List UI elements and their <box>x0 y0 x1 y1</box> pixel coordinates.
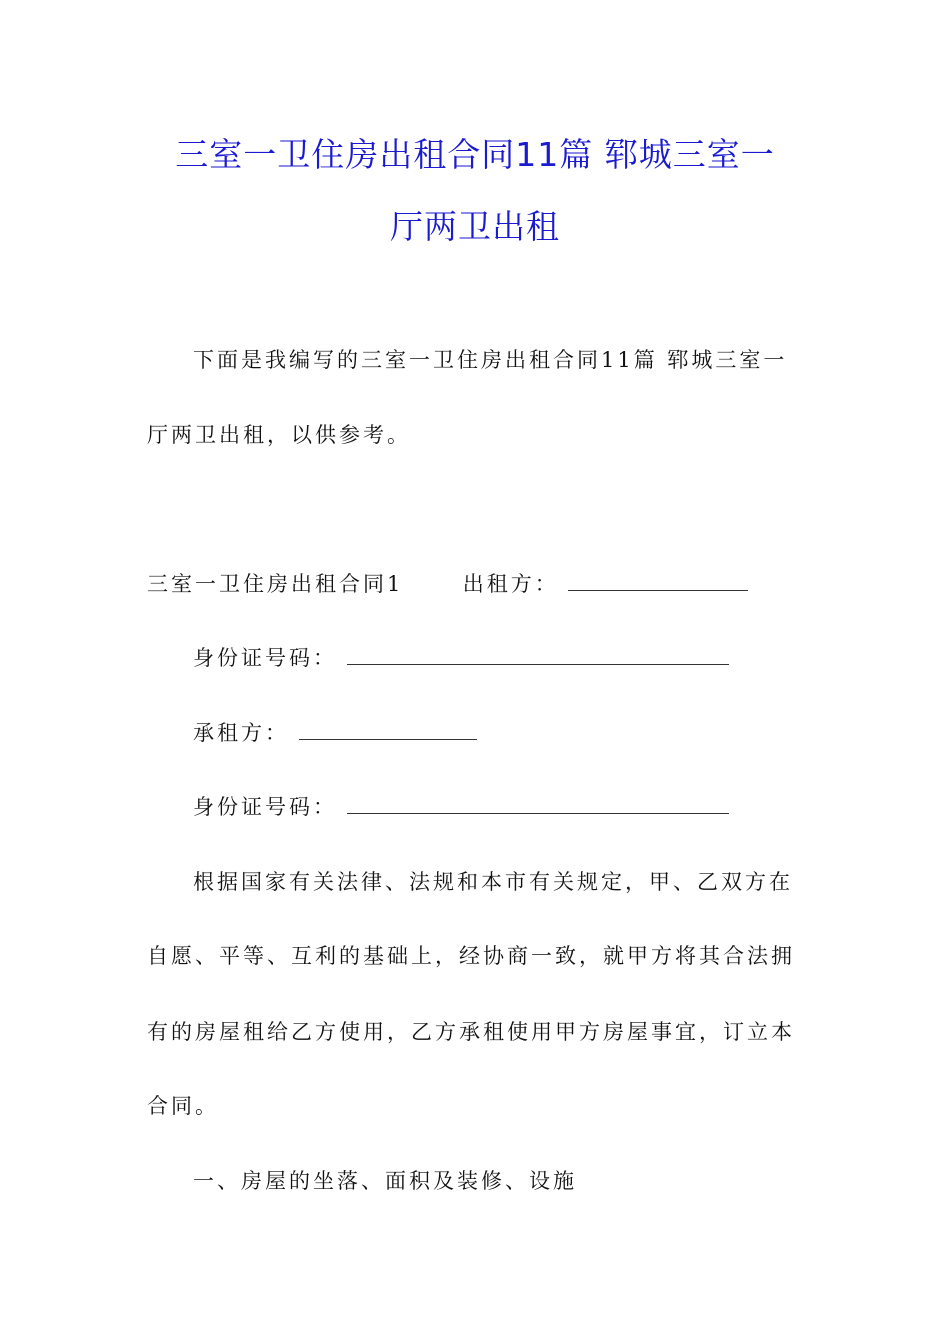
lessee-blank <box>299 719 477 740</box>
lessee-id-blank <box>347 793 729 814</box>
section-1-heading: 一、房屋的坐落、面积及装修、设施 <box>193 1169 577 1193</box>
lessee-row <box>193 718 477 748</box>
para1-line-3: 有的房屋租给乙方使用，乙方承租使用甲方房屋事宜，订立本 <box>147 1020 795 1044</box>
lessee-id-row <box>193 792 729 822</box>
lessor-label: 出租方： <box>462 572 559 596</box>
para1-line-1: 根据国家有关法律、法规和本市有关规定，甲、乙双方在 <box>193 870 793 894</box>
document-title-line-2: 厅两卫出租 <box>390 207 560 246</box>
document-title-line-1: 三室一卫住房出租合同11篇 郓城三室一 <box>175 135 775 174</box>
para1-line-4: 合同。 <box>147 1094 219 1118</box>
para1-line-2: 自愿、平等、互利的基础上，经协商一致，就甲方将其合法拥 <box>147 944 795 968</box>
lessor-id-row <box>193 643 729 673</box>
contract-heading-row <box>147 569 748 599</box>
intro-line-1: 下面是我编写的三室一卫住房出租合同11篇 郓城三室一 <box>193 348 788 372</box>
lessee-label: 承租方： <box>193 721 289 745</box>
lessee-id-label: 身份证号码： <box>193 795 337 819</box>
lessor-blank <box>568 570 748 591</box>
lessor-id-blank <box>347 644 729 665</box>
intro-line-2: 厅两卫出租，以供参考。 <box>147 423 411 447</box>
contract-heading: 三室一卫住房出租合同1 <box>147 572 404 596</box>
lessor-id-label: 身份证号码： <box>193 646 337 670</box>
